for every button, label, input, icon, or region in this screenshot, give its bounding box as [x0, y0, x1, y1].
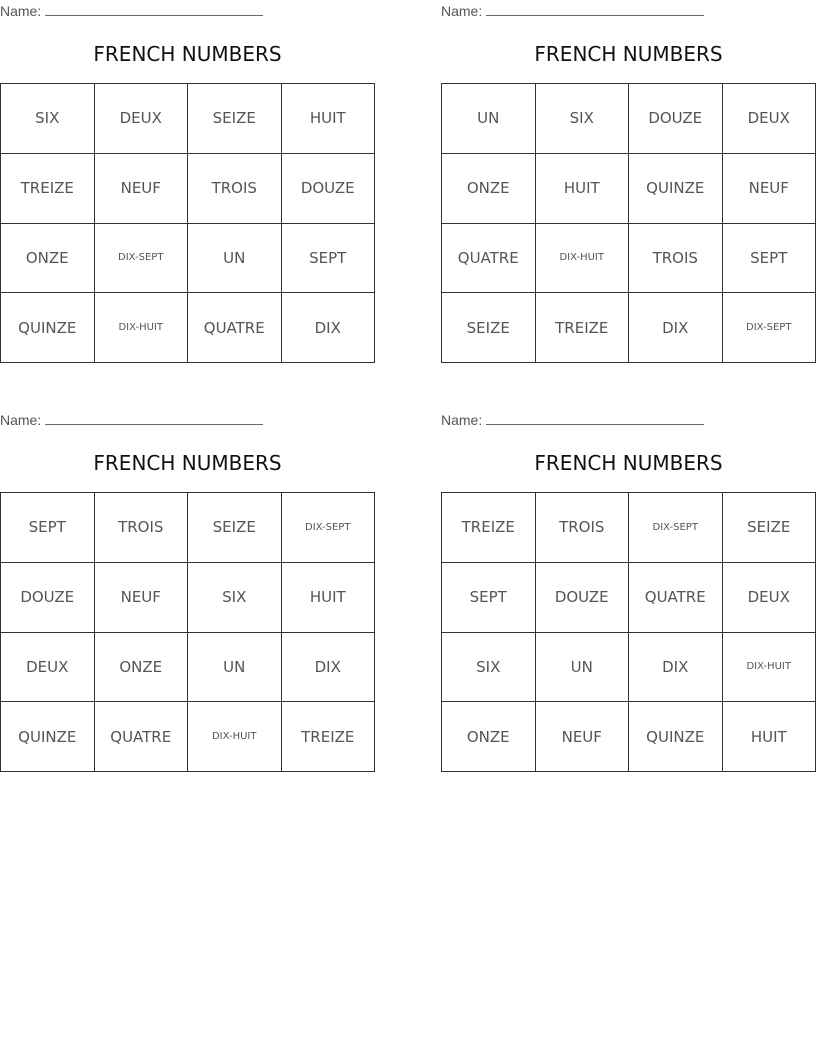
bingo-cell: DOUZE	[629, 84, 723, 154]
bingo-cell: DEUX	[1, 633, 95, 703]
bingo-cell: QUINZE	[1, 702, 95, 772]
bingo-cell: UN	[188, 224, 282, 294]
bingo-cell: NEUF	[723, 154, 816, 224]
bingo-cell: DEUX	[95, 84, 189, 154]
bingo-cell: SEIZE	[723, 493, 816, 563]
bingo-cell: DIX-SEPT	[723, 293, 816, 363]
bingo-cell: NEUF	[95, 563, 189, 633]
bingo-cell: DIX-HUIT	[188, 702, 282, 772]
bingo-cell: DIX-HUIT	[95, 293, 189, 363]
bingo-cell: UN	[188, 633, 282, 703]
bingo-cell: HUIT	[282, 563, 376, 633]
bingo-cell: QUINZE	[1, 293, 95, 363]
bingo-cell: SIX	[442, 633, 536, 703]
name-blank-line[interactable]	[486, 2, 704, 16]
bingo-cell: TROIS	[95, 493, 189, 563]
name-field	[441, 2, 704, 20]
name-blank-line[interactable]	[45, 2, 263, 16]
bingo-cell: HUIT	[536, 154, 630, 224]
bingo-cell: TROIS	[536, 493, 630, 563]
bingo-cell: HUIT	[282, 84, 376, 154]
bingo-cell: DIX-SEPT	[95, 224, 189, 294]
name-label: Name:	[0, 3, 42, 19]
bingo-cell: DOUZE	[1, 563, 95, 633]
bingo-cell: DOUZE	[282, 154, 376, 224]
bingo-cell: TROIS	[629, 224, 723, 294]
bingo-cell: DIX	[629, 293, 723, 363]
name-field	[441, 411, 704, 429]
bingo-cell: SIX	[188, 563, 282, 633]
bingo-cell: DIX-HUIT	[536, 224, 630, 294]
name-field	[0, 411, 263, 429]
bingo-cell: DIX	[282, 293, 376, 363]
name-label: Name:	[441, 3, 483, 19]
bingo-cell: ONZE	[442, 154, 536, 224]
bingo-cell: QUATRE	[95, 702, 189, 772]
bingo-cell: SIX	[1, 84, 95, 154]
bingo-cell: DOUZE	[536, 563, 630, 633]
bingo-cell: SEPT	[1, 493, 95, 563]
name-label: Name:	[441, 412, 483, 428]
bingo-cell: TREIZE	[1, 154, 95, 224]
bingo-grid	[441, 492, 816, 772]
bingo-cell: DIX-HUIT	[723, 633, 816, 703]
bingo-cell: QUATRE	[629, 563, 723, 633]
bingo-cell: DIX-SEPT	[282, 493, 376, 563]
card-title: FRENCH NUMBERS	[534, 451, 723, 475]
bingo-cell: QUINZE	[629, 154, 723, 224]
bingo-grid	[0, 492, 375, 772]
bingo-cell: ONZE	[1, 224, 95, 294]
bingo-cell: QUATRE	[442, 224, 536, 294]
bingo-cell: TREIZE	[536, 293, 630, 363]
bingo-cell: SEIZE	[188, 493, 282, 563]
name-label: Name:	[0, 412, 42, 428]
bingo-cell: TREIZE	[442, 493, 536, 563]
bingo-cell: SEIZE	[442, 293, 536, 363]
bingo-grid	[441, 83, 816, 363]
bingo-cell: SEPT	[723, 224, 816, 294]
bingo-cell: NEUF	[536, 702, 630, 772]
bingo-cell: HUIT	[723, 702, 816, 772]
card-title: FRENCH NUMBERS	[534, 42, 723, 66]
card-title: FRENCH NUMBERS	[93, 42, 282, 66]
bingo-cell: TREIZE	[282, 702, 376, 772]
bingo-grid	[0, 83, 375, 363]
name-field	[0, 2, 263, 20]
bingo-cell: QUATRE	[188, 293, 282, 363]
bingo-cell: DIX-SEPT	[629, 493, 723, 563]
bingo-cell: UN	[536, 633, 630, 703]
bingo-cell: SEPT	[282, 224, 376, 294]
bingo-cell: DEUX	[723, 563, 816, 633]
bingo-cell: DEUX	[723, 84, 816, 154]
bingo-cell: ONZE	[442, 702, 536, 772]
name-blank-line[interactable]	[45, 411, 263, 425]
bingo-cell: QUINZE	[629, 702, 723, 772]
bingo-cell: UN	[442, 84, 536, 154]
bingo-cell: ONZE	[95, 633, 189, 703]
bingo-cell: DIX	[282, 633, 376, 703]
bingo-cell: SIX	[536, 84, 630, 154]
card-title: FRENCH NUMBERS	[93, 451, 282, 475]
bingo-cell: TROIS	[188, 154, 282, 224]
bingo-cell: SEIZE	[188, 84, 282, 154]
bingo-cell: DIX	[629, 633, 723, 703]
name-blank-line[interactable]	[486, 411, 704, 425]
bingo-cell: NEUF	[95, 154, 189, 224]
bingo-cell: SEPT	[442, 563, 536, 633]
